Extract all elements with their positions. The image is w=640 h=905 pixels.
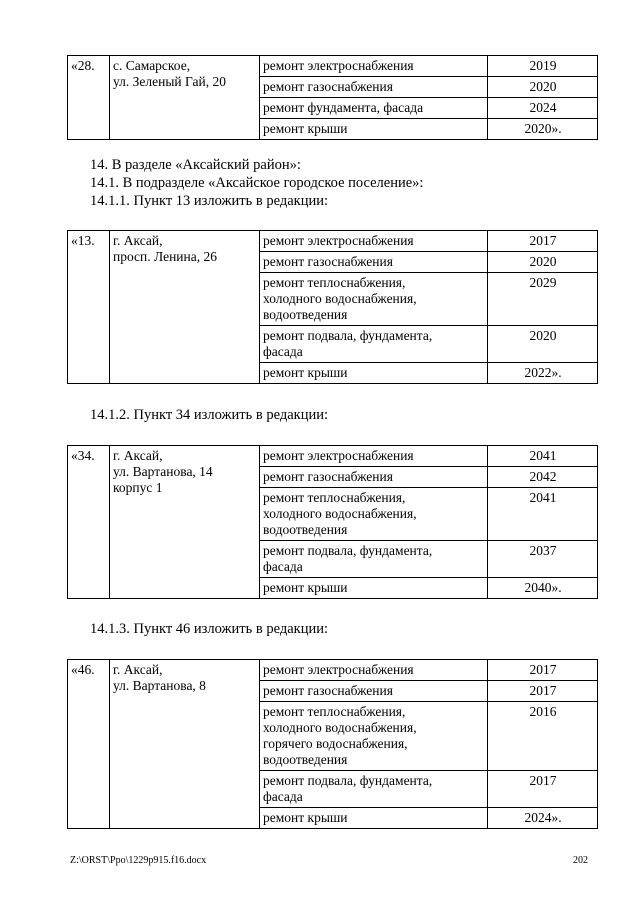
work-type-cell: ремонт подвала, фундамента, фасада	[260, 771, 488, 808]
address-cell: г. Аксай, просп. Ленина, 26	[110, 231, 260, 384]
work-type-cell: ремонт электроснабжения	[260, 446, 488, 467]
year-cell: 2019	[488, 56, 598, 77]
work-type-cell: ремонт теплоснабжения, холодного водоснабжения, горячего водоснабжения, водоотведения	[260, 702, 488, 771]
work-type-cell: ремонт крыши	[260, 808, 488, 829]
paragraph-text: 14.1.2. Пункт 34 изложить в редакции:	[90, 407, 329, 423]
year-cell: 2020	[488, 252, 598, 273]
item-number: «28.	[68, 56, 110, 140]
year-cell: 2040».	[488, 578, 598, 599]
table-row	[68, 660, 598, 681]
paragraph-text: 14. В разделе «Аксайский район»:	[90, 157, 301, 173]
year-cell: 2042	[488, 467, 598, 488]
table-row	[68, 231, 598, 252]
item-number: «34.	[68, 446, 110, 599]
year-cell: 2017	[488, 771, 598, 808]
footer-page-number: 202	[573, 855, 588, 866]
year-cell: 2017	[488, 660, 598, 681]
year-cell: 2020	[488, 326, 598, 363]
works-table	[67, 445, 598, 599]
footer-file-path: Z:\ORST\Ppo\1229p915.f16.docx	[70, 855, 207, 866]
works-table	[67, 659, 598, 829]
work-type-cell: ремонт подвала, фундамента, фасада	[260, 326, 488, 363]
work-type-cell: ремонт крыши	[260, 578, 488, 599]
work-type-cell: ремонт электроснабжения	[260, 231, 488, 252]
year-cell: 2029	[488, 273, 598, 326]
year-cell: 2022».	[488, 363, 598, 384]
item-number: «46.	[68, 660, 110, 829]
work-type-cell: ремонт фундамента, фасада	[260, 98, 488, 119]
work-type-cell: ремонт электроснабжения	[260, 660, 488, 681]
year-cell: 2037	[488, 541, 598, 578]
work-type-cell: ремонт крыши	[260, 363, 488, 384]
work-type-cell: ремонт газоснабжения	[260, 252, 488, 273]
work-type-cell: ремонт электроснабжения	[260, 56, 488, 77]
year-cell: 2041	[488, 488, 598, 541]
address-cell: г. Аксай, ул. Вартанова, 14 корпус 1	[110, 446, 260, 599]
table-row	[68, 56, 598, 77]
paragraph-text: 14.1.3. Пункт 46 изложить в редакции:	[90, 621, 329, 637]
year-cell: 2024	[488, 98, 598, 119]
year-cell: 2041	[488, 446, 598, 467]
work-type-cell: ремонт газоснабжения	[260, 681, 488, 702]
work-type-cell: ремонт газоснабжения	[260, 77, 488, 98]
table-row	[68, 446, 598, 467]
year-cell: 2020	[488, 77, 598, 98]
work-type-cell: ремонт теплоснабжения, холодного водоснабжения, водоотведения	[260, 488, 488, 541]
work-type-cell: ремонт крыши	[260, 119, 488, 140]
address-cell: с. Самарское, ул. Зеленый Гай, 20	[110, 56, 260, 140]
paragraph-text: 14.1. В подразделе «Аксайское городское поселение»:	[90, 175, 424, 191]
address-cell: г. Аксай, ул. Вартанова, 8	[110, 660, 260, 829]
year-cell: 2017	[488, 231, 598, 252]
works-table	[67, 230, 598, 384]
work-type-cell: ремонт газоснабжения	[260, 467, 488, 488]
year-cell: 2016	[488, 702, 598, 771]
year-cell: 2024».	[488, 808, 598, 829]
work-type-cell: ремонт подвала, фундамента, фасада	[260, 541, 488, 578]
year-cell: 2020».	[488, 119, 598, 140]
paragraph-text: 14.1.1. Пункт 13 изложить в редакции:	[90, 193, 329, 209]
work-type-cell: ремонт теплоснабжения, холодного водоснабжения, водоотведения	[260, 273, 488, 326]
year-cell: 2017	[488, 681, 598, 702]
works-table	[67, 55, 598, 140]
item-number: «13.	[68, 231, 110, 384]
